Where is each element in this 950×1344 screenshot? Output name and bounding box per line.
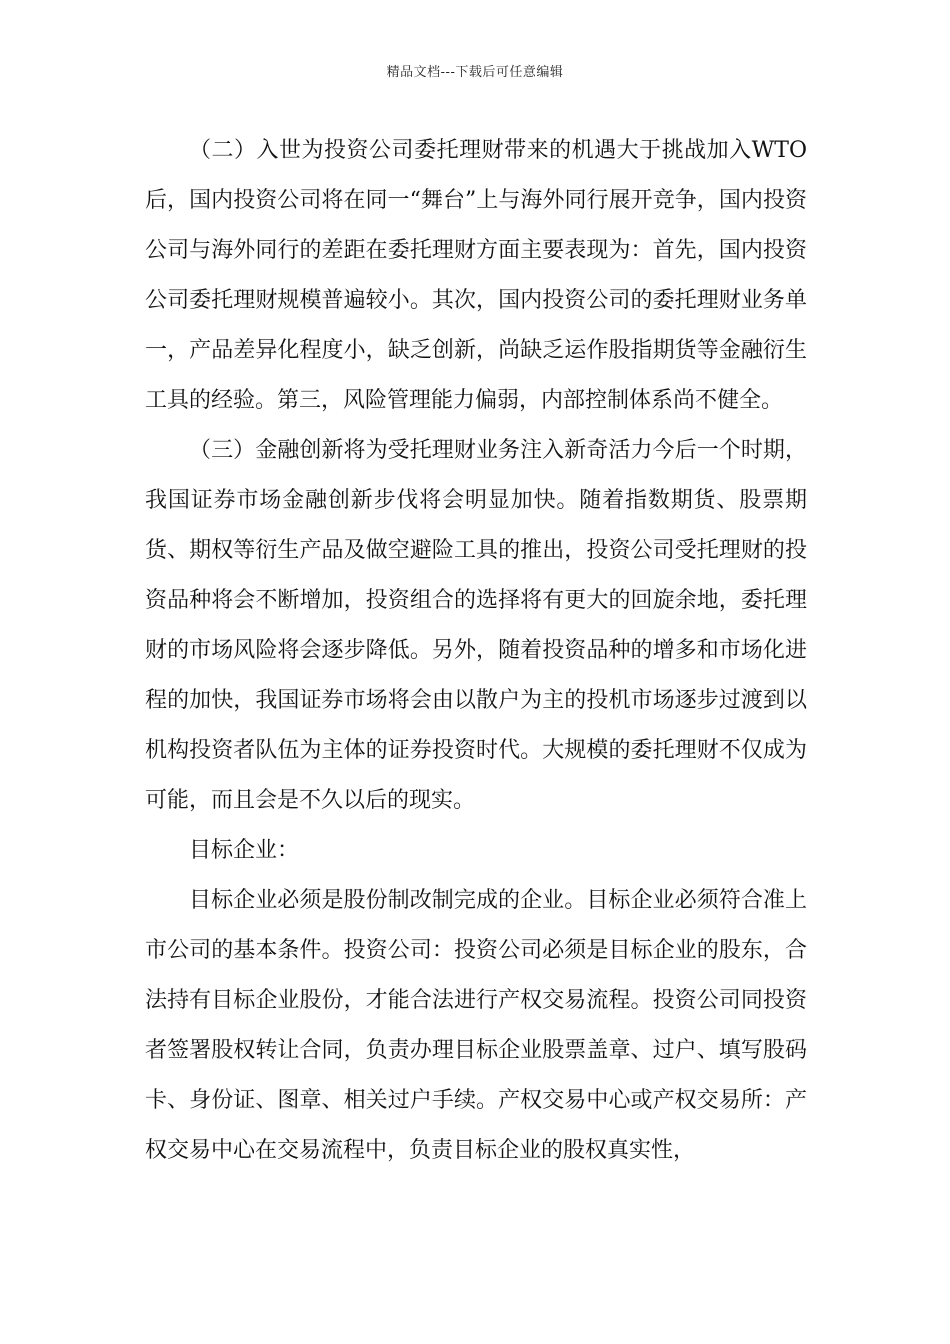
paragraph-target-enterprise-requirements: 目标企业必须是股份制改制完成的企业。目标企业必须符合准上市公司的基本条件。投资公司：投资公司必须是目标企业的股东，合法持有目标企业股份，才能合法进行产权交易流程。投资公司同投资者签署股权转让合同，负责办理目标企业股票盖章、过户、填写股码卡、身份证、图章、相关过户手续。产权交易中心或产权交易所：产权交易中心在交易流程中，负责目标企业的股权真实性， <box>145 888 807 1163</box>
paragraph-target-enterprise-heading: 目标企业： <box>189 838 300 863</box>
paragraph-financial-innovation: （三）金融创新将为受托理财业务注入新奇活力今后一个时期，我国证券市场金融创新步伐将会明显加快。随着指数期货、股票期货、期权等衍生产品及做空避险工具的推出，投资公司受托理财的投资品种将会不断增加，投资组合的选择将有更大的回旋余地，委托理财的市场风险将会逐步降低。另外，随着投资品种的增多和市场化进程的加快，我国证券市场将会由以散户为主的投机市场逐步过渡到以机构投资者队伍为主体的证券投资时代。大规模的委托理财不仅成为可能，而且会是不久以后的现实。 <box>145 438 807 813</box>
paragraph-opportunities-challenges: （二）入世为投资公司委托理财带来的机遇大于挑战加入WTO后，国内投资公司将在同一“舞台”上与海外同行展开竞争，国内投资公司与海外同行的差距在委托理财方面主要表现为：首先，国内投资公司委托理财规模普遍较小。其次，国内投资公司的委托理财业务单一，产品差异化程度小，缺乏创新，尚缺乏运作股指期货等金融衍生工具的经验。第三，风险管理能力偏弱，内部控制体系尚不健全。 <box>145 138 807 413</box>
page-header: 精品文档---下载后可任意编辑 <box>386 65 564 80</box>
document-body <box>145 126 807 1176</box>
